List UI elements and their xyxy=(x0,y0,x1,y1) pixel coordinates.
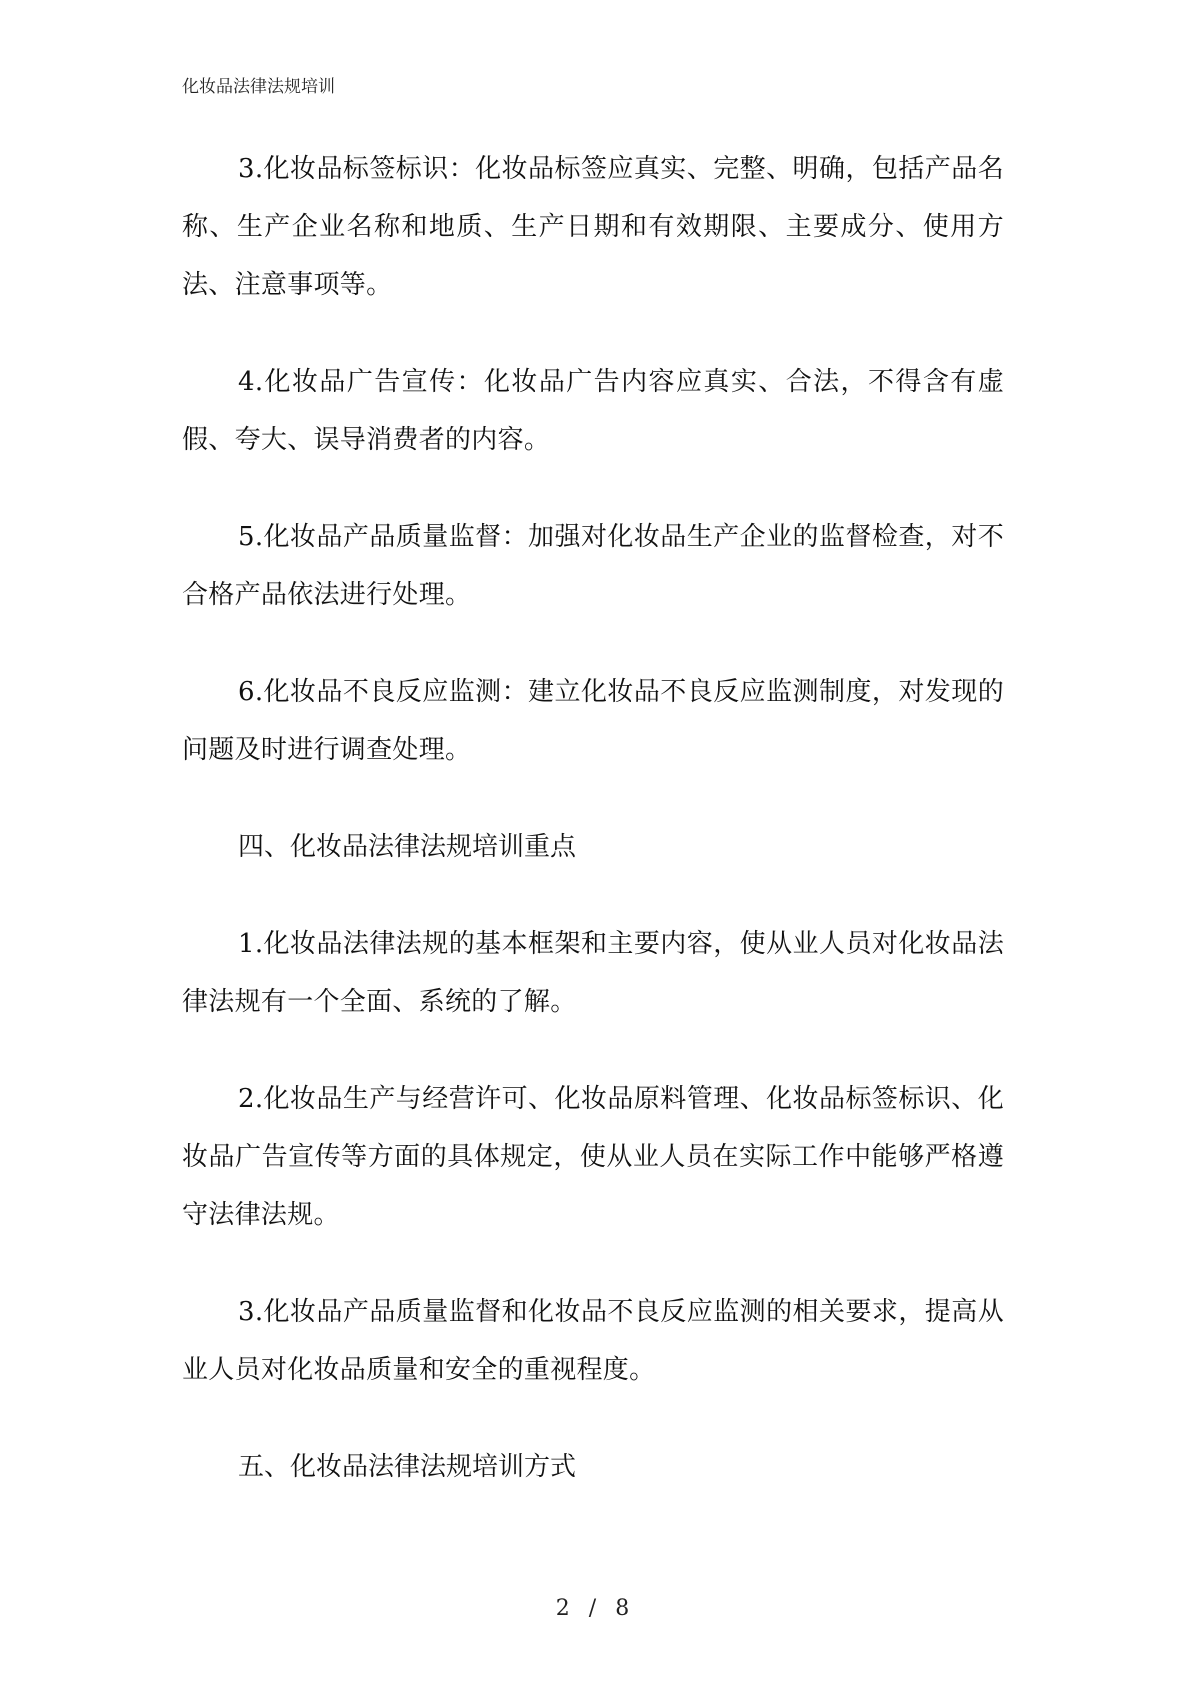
paragraph-advertising: 4.化妆品广告宣传：化妆品广告内容应真实、合法，不得含有虚假、夸大、误导消费者的内容。 xyxy=(182,367,1004,455)
running-header: 化妆品法律法规培训 xyxy=(182,77,335,97)
paragraph-focus-framework: 1.化妆品法律法规的基本框架和主要内容，使从业人员对化妆品法律法规有一个全面、系统的了解。 xyxy=(182,929,1004,1017)
page-number: 2 / 8 xyxy=(555,1596,636,1621)
document-body xyxy=(182,140,1004,1535)
section-heading-training-focus: 四、化妆品法律法规培训重点 xyxy=(238,832,577,862)
paragraph-labeling: 3.化妆品标签标识：化妆品标签应真实、完整、明确，包括产品名称、生产企业名称和地质、生产日期和有效期限、主要成分、使用方法、注意事项等。 xyxy=(182,154,1004,300)
paragraph-focus-regulations: 2.化妆品生产与经营许可、化妆品原料管理、化妆品标签标识、化妆品广告宣传等方面的具体规定，使从业人员在实际工作中能够严格遵守法律法规。 xyxy=(182,1084,1004,1230)
paragraph-quality-supervision: 5.化妆品产品质量监督：加强对化妆品生产企业的监督检查，对不合格产品依法进行处理。 xyxy=(182,522,1004,610)
section-heading-training-method: 五、化妆品法律法规培训方式 xyxy=(238,1452,577,1482)
paragraph-adverse-reaction: 6.化妆品不良反应监测：建立化妆品不良反应监测制度，对发现的问题及时进行调查处理。 xyxy=(182,677,1004,765)
paragraph-focus-quality: 3.化妆品产品质量监督和化妆品不良反应监测的相关要求，提高从业人员对化妆品质量和安全的重视程度。 xyxy=(182,1297,1004,1385)
